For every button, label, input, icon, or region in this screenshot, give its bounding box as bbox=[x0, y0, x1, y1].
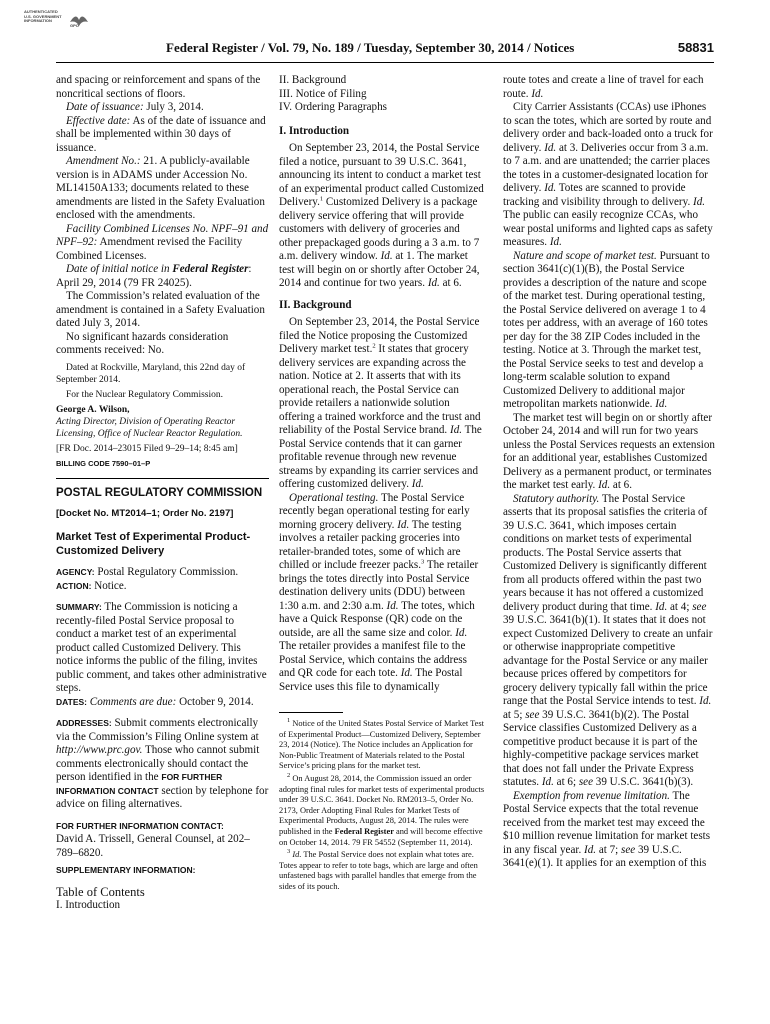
toc-item: II. Background bbox=[279, 74, 347, 86]
gpo-authenticated-logo bbox=[24, 10, 102, 38]
for-commission-line: For the Nuclear Regulatory Commission. bbox=[66, 389, 223, 400]
toc-item: IV. Ordering Paragraphs bbox=[279, 101, 387, 113]
agency-line: AGENCY: Postal Regulatory Commission. bbox=[56, 566, 239, 578]
docket-number: [Docket No. MT2014–1; Order No. 2197] bbox=[56, 507, 234, 519]
paragraph: Facility Combined Licenses No. NPF–91 and NPF–92: Amendment revised the Facility Combined Licenses. bbox=[56, 222, 269, 262]
paragraph: The market test will begin on or shortly after October 24, 2014 and will run for two years unless the Postal Services requests an extension for an additional year, establishes Customized Delivery as a permanent product, or terminates the market test early. Id. at 6. bbox=[503, 411, 715, 491]
paragraph: City Carrier Assistants (CCAs) use iPhones to scan the totes, which are sorted by route and delivery order and back-loaded onto a truck for delivery. Id. at 3. Deliveries occur from 3 a.m. to 7 a.m. and are unattended; the carrier places the totes in a customer-designated location for delivery. Id. Totes are scanned to provide tracking and visibility through to delivery. Id. The public can easily recognize CCAs, who wear postal uniforms and lighted caps as safety measures. Id. bbox=[503, 101, 713, 248]
paragraph: Effective date: As of the date of issuance and shall be implemented within 30 days of issuance. bbox=[56, 114, 266, 154]
supp-info-label: SUPPLEMENTARY INFORMATION: bbox=[56, 865, 196, 875]
journal-name: Federal Register bbox=[166, 40, 258, 55]
signer-name: George A. Wilson, bbox=[56, 404, 130, 415]
document-title: Market Test of Experimental Product-Customized Delivery bbox=[56, 531, 251, 557]
toc-heading: Table of Contents bbox=[56, 884, 145, 899]
logo-line: INFORMATION bbox=[24, 18, 52, 24]
toc-item: III. Notice of Filing bbox=[279, 87, 367, 100]
paragraph: Exemption from revenue limitation. The Postal Service expects that the total revenue received from the market test may exceed the $10 million revenue limitation for market tests in any fiscal year. Id. at 7; see 39 U.S.C. 3641(e)(1). It applies for an exemption of this bbox=[503, 789, 711, 869]
action-line: ACTION: Notice. bbox=[56, 579, 127, 592]
eagle-seal-icon bbox=[68, 12, 90, 28]
footnote-2: $^2$ On August 28, 2014, the Commission issued an order adopting final rules for market tests of experimental products under 39 U.S.C. 3641. Docket No. RM2013–5, Order No. 2173, Order Adopting Final Rules for Market Tests of Experimental Products, August 28, 2014. The rules were published in the Federal Register and will become effective on October 14, 2014. 79 FR 54552 (September 11, 2014). bbox=[279, 772, 485, 847]
paragraph: No significant hazards consideration comments received: No. bbox=[56, 330, 229, 356]
fic-label: FOR FURTHER INFORMATION CONTACT: bbox=[56, 820, 224, 831]
paragraph: Amendment No.: 21. A publicly-available version is in ADAMS under Accession No. ML14150A133; documents related to these amendments are listed in the Safety Evaluation enclosed with the amendments. bbox=[56, 155, 265, 221]
running-head: Federal Register / Vol. 79, No. 189 / Tuesday, September 30, 2014 / Notices bbox=[166, 40, 575, 55]
paragraph: and spacing or reinforcement and spans of the noncritical sections of floors. bbox=[56, 74, 261, 100]
paragraph: Date of issuance: July 3, 2014. bbox=[66, 101, 204, 113]
section-heading-introduction: I. Introduction bbox=[279, 124, 350, 137]
page-header bbox=[56, 40, 714, 60]
addresses: ADDRESSES: Submit comments electronically via the Commission’s Filing Online system at http://www.prc.gov. Those who cannot submit comments electronically should contact the person identified in the FOR FURTHER INFORMATION CONTACT section by telephone for advice on filing alternatives. bbox=[56, 717, 269, 810]
dates: DATES: Comments are due: October 9, 2014. bbox=[56, 695, 254, 708]
column-1 bbox=[56, 74, 269, 913]
paragraph: route totes and create a line of travel for each route. Id. bbox=[503, 74, 704, 100]
section-divider bbox=[56, 478, 269, 479]
fic-value: David A. Trissell, General Counsel, at 202–789–6820. bbox=[56, 833, 250, 859]
paragraph: Statutory authority. The Postal Service asserts that its proposal satisfies the criteria of 39 U.S.C. 3641, which imposes certain conditions on market tests of experimental products. The Postal Service asserts that Customized Delivery is significantly different from all products offered within the past two years because it has not offered a customized delivery product during that time. Id. at 4; see 39 U.S.C. 3641(b)(1). It states that it does not expect Customized Delivery to create an unfair or otherwise inappropriate competitive advantage for the Postal Service or any mailer because prices offered by competitors for grocery delivery typically fall within the price range that the Postal Service intends to test. Id. at 5; see 39 U.S.C. 3641(b)(2). The Postal Service classifies Customized Delivery as a competitive product because it is part of the highly-competitive package services market that does not fall under the Private Express statutes. Id. at 6; see 39 U.S.C. 3641(b)(3). bbox=[503, 492, 713, 788]
page-number: 58831 bbox=[677, 40, 714, 55]
paragraph: On September 23, 2014, the Postal Service filed the Notice proposing the Customized Delivery market test.$^2$ It states that grocery delivery services are expanding across the nation. Notice at 2. It asserts that with its operational reach, the Postal Service can provide retailers a nationwide solution offering a trained workforce and the trust and reliability of the Postal Service brand. Id. The Postal Service contends that it can garner profitable revenue through new revenue streams by expanding its carrier services and offering customized delivery. Id. bbox=[279, 316, 482, 490]
paragraph: Nature and scope of market test. Pursuant to section 3641(c)(1)(B), the Postal Service provides a description of the nature and scope of the market test. During operational testing, the Postal Service delivered on average 1 to 4 totes per address, with an average of 160 totes per day for the 38 ZIP Codes included in the testing. Notice at 3. Through the market test, the Postal Service seeks to test and develop a long-term scalable solution to expand Customized Delivery to additional major metropolitan markets nationwide. Id. bbox=[503, 249, 710, 410]
header-rule bbox=[56, 62, 714, 63]
logo-line: U.S. GOVERNMENT bbox=[24, 13, 62, 19]
billing-code: BILLING CODE 7590–01–P bbox=[56, 458, 151, 468]
paragraph: Operational testing. The Postal Service recently began operational testing for early morning grocery delivery. Id. The testing involves a retailer packing groceries into retailer-branded totes, some of which are chilled or include freezer packs.$^3$ The retailer brings the totes directly into Postal Service destination delivery units (DDU) between 1:30 a.m. and 2:30 a.m. Id. The totes, which have a Quick Response (QR) code on the outside, are all the same size and color. Id. The retailer provides a manifest file to the Postal Service, which contains the address and QR code for each tote. Id. The Postal Service uses this file to dynamically bbox=[279, 491, 479, 693]
footnote-rule bbox=[279, 712, 343, 713]
agency-heading: POSTAL REGULATORY COMMISSION bbox=[56, 487, 263, 499]
fr-doc-line: [FR Doc. 2014–23015 Filed 9–29–14; 8:45 am] bbox=[56, 443, 238, 454]
prc-url-link[interactable]: http://www.prc.gov. bbox=[56, 744, 143, 756]
summary: SUMMARY: The Commission is noticing a recently-filed Postal Service proposal to conduct a market test of an experimental product called Customized Delivery. This notice informs the public of the filing, invites public comment, and takes other administrative steps. bbox=[56, 601, 267, 694]
dated-line: Dated at Rockville, Maryland, this 22nd day of September 2014. bbox=[56, 362, 246, 385]
paragraph: On September 23, 2014, the Postal Service filed a notice, pursuant to 39 U.S.C. 3641, announcing its intent to conduct a market test of an experimental product called Customized Delivery.$^1$ Customized Delivery is a package delivery service offering that will provide customers with delivery of groceries and other prepackaged goods during a 3 a.m. to 7 a.m. delivery window. Id. at 1. The market test will begin on or shortly after October 24, 2014 and continue for two years. Id. at 6. bbox=[279, 142, 484, 289]
logo-line: GPO bbox=[70, 22, 79, 28]
footnote-3: $^3$ Id. The Postal Service does not explain what totes are. Totes appear to refer to tote bags, which are large and often unfastened bags with parallel handles that emerge from the sides of its pouch. bbox=[279, 848, 478, 891]
column-2 bbox=[279, 74, 485, 895]
issue-details: Vol. 79, No. 189 / Tuesday, September 30, 2014 / Notices bbox=[267, 40, 575, 55]
column-3 bbox=[503, 74, 715, 871]
paragraph: The Commission’s related evaluation of the amendment is contained in a Safety Evaluation dated July 3, 2014. bbox=[56, 290, 265, 329]
section-heading-background: II. Background bbox=[279, 298, 352, 311]
toc-item: I. Introduction bbox=[56, 899, 121, 911]
paragraph: Date of initial notice in Federal Register: April 29, 2014 (79 FR 24025). bbox=[56, 263, 252, 289]
signer-title: Acting Director, Division of Operating Reactor Licensing, Office of Nuclear Reactor Regulation. bbox=[56, 416, 243, 439]
logo-line: AUTHENTICATED bbox=[24, 9, 58, 14]
footnote-1: $^1$ Notice of the United States Postal Service of Market Test of Experimental Product—Customized Delivery, September 23, 2014 (Notice). The Notice includes an Application for Non-Public Treatment of Materials related to the Postal Service’s pricing plans for the market test. bbox=[279, 717, 484, 771]
